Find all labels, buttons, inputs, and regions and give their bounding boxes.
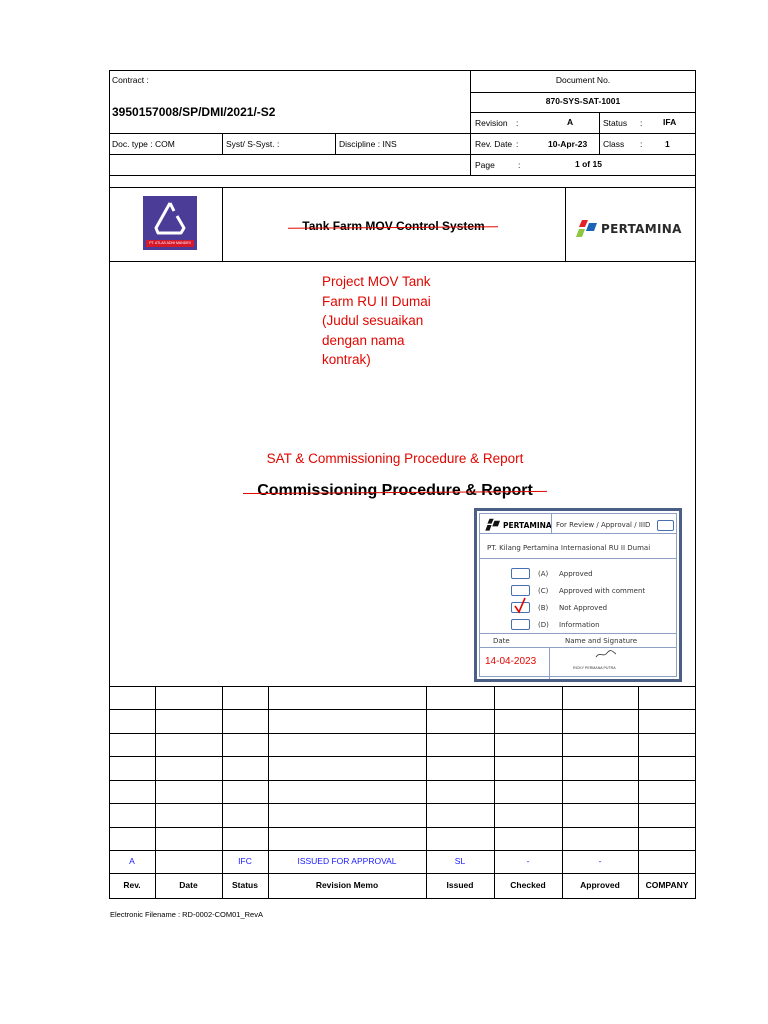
revision-status: IFC (238, 856, 252, 866)
stamp-divider (549, 647, 550, 679)
project-note (322, 272, 431, 370)
grid-line (222, 133, 223, 154)
contractor-logo-caption: PT. ATLAS ADHI MANDIRI (149, 241, 191, 245)
option-label: Approved (559, 570, 593, 578)
revision-checked: - (526, 856, 530, 866)
project-note-line: dengan nama (322, 332, 405, 348)
stamp-divider (480, 533, 676, 534)
old-title-wrap (109, 482, 681, 500)
class-value: 1 (665, 139, 670, 149)
column-header: Rev. (123, 880, 141, 890)
option-checkbox-c (511, 585, 530, 596)
new-document-title: SAT & Commissioning Procedure & Report (266, 451, 524, 466)
system-title-wrap (222, 217, 565, 235)
status-label: Status (603, 118, 628, 128)
column-header: Status (232, 880, 258, 890)
grid-line (109, 733, 696, 734)
signature-mark-icon (595, 650, 617, 659)
grid-line (109, 803, 696, 804)
grid-line (155, 686, 156, 899)
option-label: Approved with comment (559, 587, 646, 595)
option-code: (C) (538, 587, 549, 595)
stamp-divider (480, 647, 676, 648)
stamp-review-label: For Review / Approval / IIID (556, 521, 651, 529)
colon: : (516, 139, 519, 149)
page-value: 1 of 15 (575, 159, 602, 169)
grid-line (109, 756, 696, 757)
colon: : (518, 160, 521, 170)
option-code: (B) (538, 604, 549, 612)
grid-line (335, 133, 336, 154)
grid-line (494, 686, 495, 899)
old-document-title: Commissioning Procedure & Report (257, 482, 533, 499)
stamp-review-checkbox (657, 520, 674, 531)
option-checkbox-d (511, 619, 530, 630)
class-label: Class (603, 139, 625, 149)
grid-line (222, 686, 223, 899)
check-mark-icon (513, 596, 529, 614)
stamp-date-value: 14-04-2023 (485, 656, 537, 667)
option-code: (A) (538, 570, 549, 578)
revision-memo: ISSUED FOR APPROVAL (297, 856, 397, 866)
column-header: Approved (580, 880, 620, 890)
column-header: Issued (446, 880, 474, 890)
grid-line (109, 175, 696, 176)
grid-line (109, 154, 696, 155)
grid-line (638, 686, 639, 899)
doc-type: Doc. type : COM (112, 139, 175, 149)
revision-label: Revision (475, 118, 508, 128)
option-checkbox-a (511, 568, 530, 579)
rev-date-label: Rev. Date (475, 139, 513, 149)
column-header: COMPANY (645, 880, 689, 890)
stamp-divider (480, 633, 676, 634)
grid-line (599, 112, 600, 154)
column-header: Revision Memo (315, 880, 379, 890)
grid-line (109, 133, 696, 134)
project-note-line: (Judul sesuaikan (322, 313, 424, 328)
option-label: Information (559, 621, 600, 629)
revision-approved: - (598, 856, 602, 866)
colon: : (640, 118, 643, 128)
project-note-line: Project MOV Tank (322, 274, 431, 289)
electronic-filename: Electronic Filename : RD-0002-COM01_RevA (110, 910, 263, 919)
stamp-pertamina-icon (485, 518, 501, 532)
grid-line (109, 709, 696, 710)
option-code: (D) (538, 621, 549, 629)
status-value: IFA (663, 117, 677, 127)
stamp-divider (480, 558, 676, 559)
grid-line (470, 112, 696, 113)
discipline: Discipline : INS (339, 139, 397, 149)
grid-line (109, 873, 696, 874)
stamp-signer-name: RICKY PERMANA PUTRA (573, 666, 616, 670)
contract-label: Contract : (112, 75, 149, 85)
column-header: Date (179, 880, 198, 890)
stamp-date-label: Date (493, 637, 510, 645)
approval-stamp (474, 508, 682, 682)
rev-date-value: 10-Apr-23 (548, 139, 588, 149)
contract-number: 3950157008/SP/DMI/2021/-S2 (112, 105, 276, 119)
colon: : (640, 139, 643, 149)
option-label: Not Approved (559, 604, 608, 612)
colon: : (516, 118, 519, 128)
stamp-divider (551, 514, 552, 533)
grid-line (109, 850, 696, 851)
grid-line (565, 187, 566, 261)
grid-line (268, 686, 269, 899)
grid-line (470, 70, 471, 175)
grid-line (426, 686, 427, 899)
revision-value: A (567, 117, 574, 127)
project-note-line: kontrak) (322, 352, 371, 367)
system-subsystem: Syst/ S-Syst. : (226, 139, 280, 149)
grid-line (109, 686, 696, 687)
stamp-brand: PERTAMINA (503, 521, 552, 530)
project-note-line: Farm RU II Dumai (322, 293, 431, 309)
stamp-inner-border (479, 513, 677, 677)
page-label: Page (475, 160, 495, 170)
grid-line (109, 780, 696, 781)
grid-line (109, 261, 696, 262)
revision-issued: SL (454, 856, 466, 866)
stamp-company: PT. Kilang Pertamina Internasional RU II Dumai (487, 544, 651, 552)
document-no-label: Document No. (555, 75, 611, 85)
pertamina-logo-icon (576, 219, 598, 239)
column-header: Checked (510, 880, 546, 890)
system-title: Tank Farm MOV Control System (302, 219, 485, 233)
grid-line (109, 827, 696, 828)
revision-rev: A (129, 856, 135, 866)
grid-line (562, 686, 563, 899)
stamp-signature-label: Name and Signature (565, 637, 638, 645)
grid-line (109, 187, 696, 188)
pertamina-logo-text: PERTAMINA (601, 222, 682, 236)
document-number: 870-SYS-SAT-1001 (545, 96, 621, 106)
grid-line (470, 92, 696, 93)
